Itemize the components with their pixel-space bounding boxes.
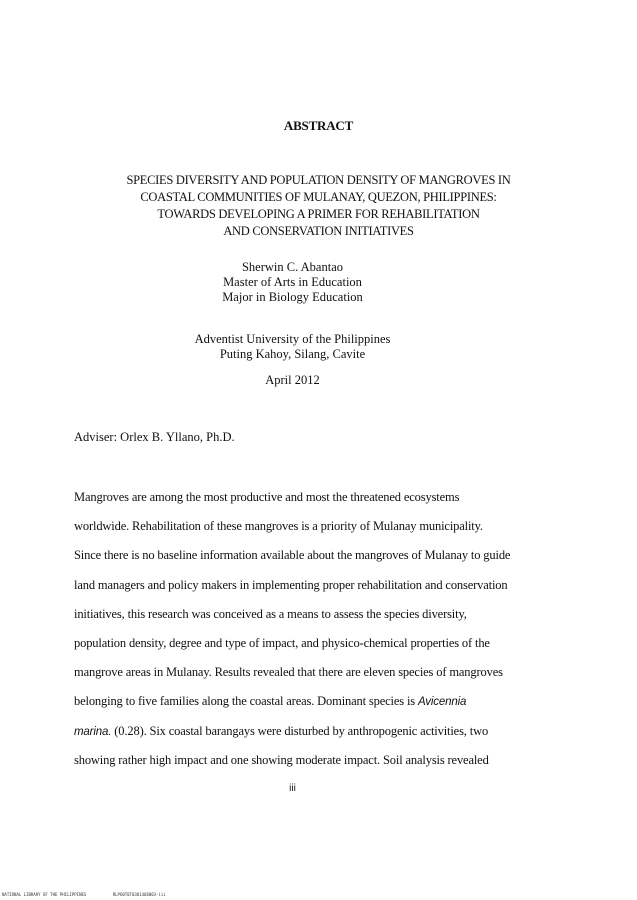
thesis-title bbox=[60, 172, 577, 240]
affiliation-block bbox=[0, 332, 585, 362]
adviser: Adviser: Orlex B. Yllano, Ph.D. bbox=[74, 430, 235, 444]
body-line: population density, degree and type of impact, and physico-chemical properties of the bbox=[74, 635, 490, 650]
body-line bbox=[74, 724, 594, 753]
body-line: worldwide. Rehabilitation of these mangroves is a priority of Mulanay municipality. bbox=[74, 519, 483, 534]
body-line: initiatives, this research was conceived as a means to assess the species diversity, bbox=[74, 606, 467, 621]
author-block bbox=[0, 260, 585, 305]
abstract-body bbox=[74, 490, 594, 782]
body-line: showing rather high impact and one showing moderate impact. Soil analysis revealed bbox=[74, 752, 489, 767]
body-line: Since there is no baseline information available about the mangroves of Mulanay to guide bbox=[74, 548, 511, 563]
institution-location: Puting Kahoy, Silang, Cavite bbox=[219, 347, 366, 361]
body-line: Mangroves are among the most productive and most the threatened ecosystems bbox=[74, 490, 460, 504]
page-number: iii bbox=[289, 783, 296, 794]
species-genus: Avicennia bbox=[417, 696, 467, 709]
title-line: AND CONSERVATION INITIATIVES bbox=[223, 224, 414, 238]
body-line: mangrove areas in Mulanay. Results revealed that there are eleven species of mangroves bbox=[74, 665, 503, 680]
author-name: Sherwin C. Abantao bbox=[241, 260, 344, 274]
degree: Master of Arts in Education bbox=[223, 275, 362, 289]
title-line: TOWARDS DEVELOPING A PRIMER FOR REHABILITATION bbox=[157, 207, 480, 221]
library-footer bbox=[2, 892, 190, 897]
body-line bbox=[74, 694, 594, 723]
body-line: land managers and policy makers in implementing proper rehabilitation and conservation bbox=[74, 577, 508, 592]
title-line: COASTAL COMMUNITIES OF MULANAY, QUEZON, PHILIPPINES: bbox=[140, 190, 497, 204]
footer-library: NATIONAL LIBRARY OF THE PHILIPPINES bbox=[2, 892, 87, 897]
footer-code: RLPO0T0T0301468003-iii bbox=[112, 892, 166, 897]
body-line-text: (0.28). Six coastal barangays were disturbed by anthropogenic activities, two bbox=[114, 723, 489, 738]
institution: Adventist University of the Philippines bbox=[194, 332, 391, 346]
title-line: SPECIES DIVERSITY AND POPULATION DENSITY OF MANGROVES IN bbox=[126, 173, 511, 187]
abstract-heading: ABSTRACT bbox=[283, 118, 354, 133]
date: April 2012 bbox=[265, 373, 320, 387]
species-epithet: marina. bbox=[74, 725, 112, 738]
body-line-text: belonging to five families along the coastal areas. Dominant species is bbox=[74, 694, 415, 709]
major: Major in Biology Education bbox=[222, 290, 363, 304]
